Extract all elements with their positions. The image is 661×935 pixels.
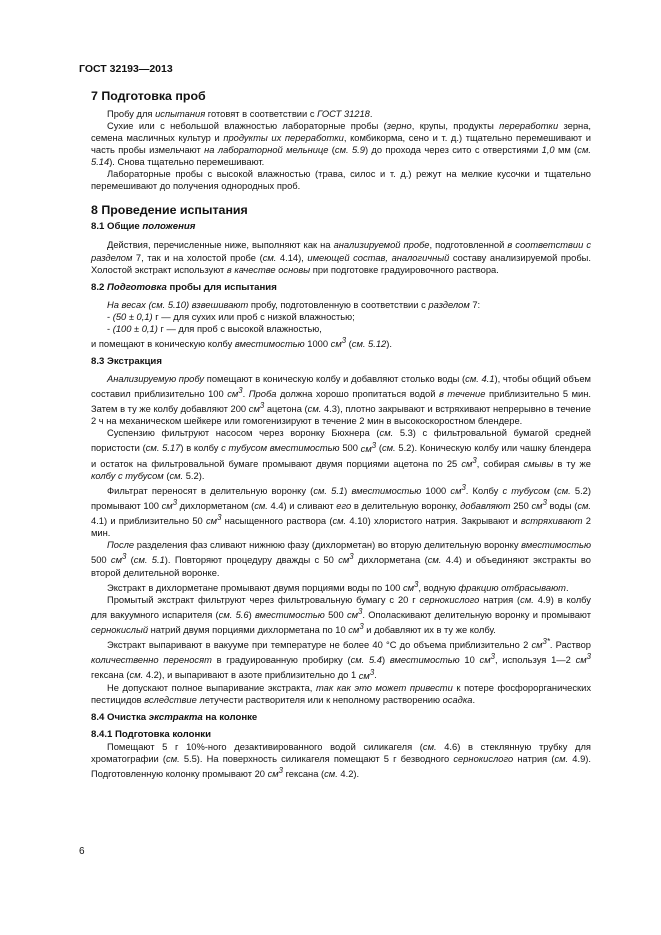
paragraph: - (50 ± 0,1) г — для сухих или проб с низкой влажностью; bbox=[107, 311, 355, 322]
page-number: 6 bbox=[79, 846, 85, 857]
subsection-heading: 8.4 Очистка экстракта на колонке bbox=[91, 711, 258, 723]
subsection-heading: 8.4.1 Подготовка колонки bbox=[91, 728, 211, 740]
subsection-heading: 8.2 Подготовка пробы для испытания bbox=[91, 281, 277, 293]
page-body bbox=[91, 90, 591, 780]
paragraph: Действия, перечисленные ниже, выполняют как на анализируемой пробе, подготовленной в соответствии с разделом 7, так и на холостой пробе (см. 4.14), имеющей состав, аналогичный составу анализируемой пробы. Холостой экстракт используют в качестве основы при подготовке градуировочного раствора. bbox=[91, 240, 592, 275]
subsection-heading: 8.3 Экстракция bbox=[91, 355, 162, 367]
paragraph: Помещают 5 г 10%-ного дезактивированного водой силикагеля (см. 4.6) в стеклянную трубку для хроматографии (см. 5.5). На поверхность силикагеля помещают 5 г безводного сернокислого натрия (см. 4.9). Подготовленную колонку промывают 20 $см^3$ гексана (см. 4.2). bbox=[91, 741, 591, 779]
running-header: ГОСТ 32193—2013 bbox=[79, 63, 173, 75]
paragraph: Анализируемую пробу помещают в коническую колбу и добавляют столько воды (см. 4.1), чтобы общий объем составил приблизительно 100 $см^3$. Проба должна хорошо пропитаться водой в течение приблизительно 5 мин. Затем в ту же колбу добавляют 200 $см^3$ ацетона (см. 4.3), плотно закрывают и встряхивают непрерывно в течение 2 ч на механическом шейкере или гомогенизируют в течение 2 мин в высокоскоростном блендере. bbox=[91, 374, 592, 427]
paragraph: Экстракт выпаривают в вакууме при температуре не более 40 °С до объема приблизительно 2 $см^{3*}$. Раствор количественно переносят в градуированную пробирку (см. 5.4) вместимостью 10 $см^3$, используя 1—2 $см^3$ гексана (см. 4.2), и выпаривают в азоте приблизительно до 1 $см^3$. bbox=[91, 637, 591, 681]
paragraph: Промытый экстракт фильтруют через фильтровальную бумагу с 20 г сернокислого натрия (см. 4.9) в колбу для вакуумного испарителя (см. 5.6) вместимостью 500 $см^3$. Ополаскивают делительную воронку и промывают сернокислый натрий двумя порциями дихлорметана по 10 $см^3$ и добавляют их в ту же колбу. bbox=[91, 594, 591, 636]
paragraph: Экстракт в дихлорметане промывают двумя порциями воды по 100 $см^3$, водную фракцию отбрасывают. bbox=[107, 579, 569, 593]
section-heading: 7 Подготовка проб bbox=[91, 89, 206, 103]
paragraph: Не допускают полное выпаривание экстракта, так как это может привести к потере фосфорорганических пестицидов вследствие летучести растворителя или к неполному растворению осадка. bbox=[91, 682, 592, 705]
paragraph: Суспензию фильтруют насосом через воронку Бюхнера (см. 5.3) с фильтровальной бумагой средней пористости (см. 5.17) в колбу с тубусом вместимостью 500 $см^3$ (см. 5.2). Коническую колбу или чашку блендера и остаток на фильтровальной бумаге промывают двумя порциями ацетона по 25 $см^3$, собирая смывы в ту же колбу с тубусом (см. 5.2). bbox=[91, 428, 591, 481]
paragraph: Фильтрат переносят в делительную воронку (см. 5.1) вместимостью 1000 $см^3$. Колбу с тубусом (см. 5.2) промывают 100 $см^3$ дихлорметаном (см. 4.4) и сливают его в делительную воронку, добавляют 250 $см^3$ воды (см. 4.1) и приблизительно 50 $см^3$ насыщенного раствора (см. 4.10) хлористого натрия. Закрывают и встряхивают 2 мин. bbox=[91, 482, 592, 539]
paragraph: На весах (см. 5.10) взвешивают пробу, подготовленную в соответствии с разделом 7: bbox=[107, 299, 481, 310]
paragraph: - (100 ± 0,1) г — для проб с высокой влажностью, bbox=[107, 323, 322, 334]
paragraph: Лабораторные пробы с высокой влажностью (трава, силос и т. д.) режут на мелкие кусочки и тщательно перемешивают до получения однородных проб. bbox=[91, 169, 591, 192]
paragraph: и помещают в коническую колбу вместимостью 1000 $см^3$ (см. 5.12). bbox=[91, 335, 392, 349]
paragraph: Пробу для испытания готовят в соответствии с ГОСТ 31218. bbox=[107, 109, 373, 120]
paragraph: После разделения фаз сливают нижнюю фазу (дихлорметан) во вторую делительную воронку вместимостью 500 $см^3$ (см. 5.1). Повторяют процедуру дважды с 50 $см^3$ дихлорметана (см. 4.4) и объединяют экстракты во второй делительной воронке. bbox=[91, 540, 591, 578]
section-heading: 8 Проведение испытания bbox=[91, 203, 248, 218]
paragraph: Сухие или с небольшой влажностью лабораторные пробы (зерно, крупы, продукты переработки зерна, семена масличных культур и продукты их переработки, комбикорма, сено и т. д.) тщательно перемешивают и часть пробы измельчают на лабораторной мельнице (см. 5.9) до прохода через сито с отверстиями 1,0 мм (см. 5.14). Снова тщательно перемешивают. bbox=[91, 121, 592, 168]
subsection-heading: 8.1 Общие положения bbox=[91, 221, 196, 233]
